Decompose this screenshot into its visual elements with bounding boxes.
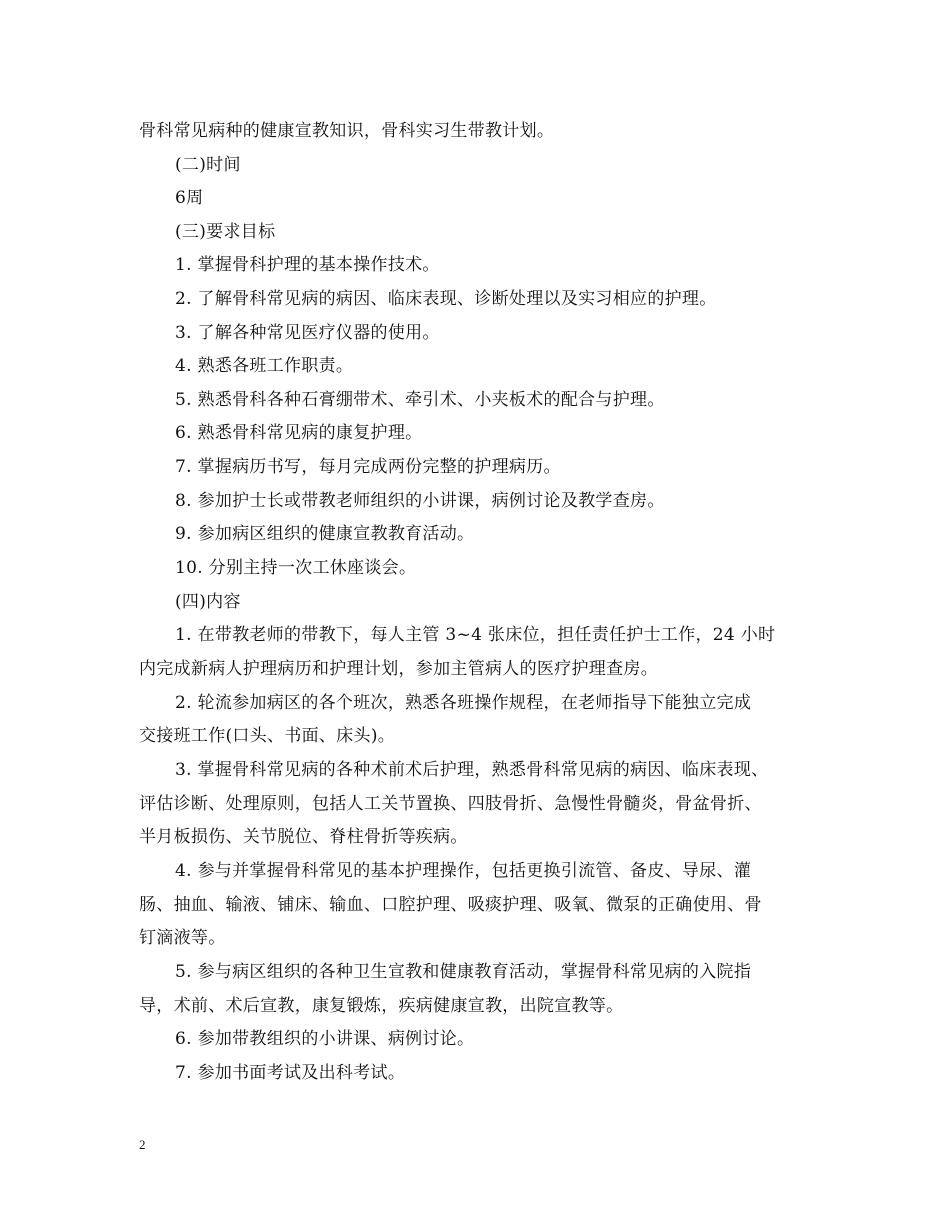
- list-item: 3. 掌握骨科常见病的各种术前术后护理，熟悉骨科常见病的病因、临床表现、: [175, 760, 769, 780]
- list-item: 1. 掌握骨科护理的基本操作技术。: [175, 255, 440, 275]
- section-heading-content: (四)内容: [175, 592, 241, 612]
- text-line: 内完成新病人护理病历和护理计划，参加主管病人的医疗护理查房。: [139, 659, 658, 679]
- text-line: 评估诊断、处理原则，包括人工关节置换、四肢骨折、急慢性骨髓炎，骨盆骨折、: [139, 794, 762, 814]
- list-item: 1. 在带教老师的带教下，每人主管 3~4 张床位，担任责任护士工作，24 小时: [175, 625, 776, 645]
- text-line: 肠、抽血、输液、铺床、输血、口腔护理、吸痰护理、吸氧、微泵的正确使用、骨: [139, 895, 762, 915]
- list-item: 2. 了解骨科常见病的病因、临床表现、诊断处理以及实习相应的护理。: [175, 289, 717, 309]
- page-number: 2: [139, 1137, 146, 1152]
- list-item: 6. 熟悉骨科常见病的康复护理。: [175, 423, 423, 443]
- text-line: 钉滴液等。: [139, 928, 226, 948]
- list-item: 5. 熟悉骨科各种石膏绷带术、牵引术、小夹板术的配合与护理。: [175, 390, 665, 410]
- list-item: 2. 轮流参加病区的各个班次，熟悉各班操作规程，在老师指导下能独立完成: [175, 693, 752, 713]
- list-item: 6. 参加带教组织的小讲课、病例讨论。: [175, 1029, 475, 1049]
- list-item: 4. 参与并掌握骨科常见的基本护理操作，包括更换引流管、备皮、导尿、灌: [175, 861, 752, 881]
- text-line: 6周: [175, 188, 204, 208]
- list-item: 9. 参加病区组织的健康宣教教育活动。: [175, 524, 475, 544]
- list-item: 4. 熟悉各班工作职责。: [175, 356, 354, 376]
- section-heading-goals: (三)要求目标: [175, 222, 276, 242]
- section-heading-time: (二)时间: [175, 155, 241, 175]
- text-line: 半月板损伤、关节脱位、脊柱骨折等疾病。: [139, 827, 468, 847]
- text-line: 骨科常见病种的健康宣教知识，骨科实习生带教计划。: [139, 121, 555, 141]
- list-item: 3. 了解各种常见医疗仪器的使用。: [175, 323, 440, 343]
- list-item: 8. 参加护士长或带教老师组织的小讲课，病例讨论及教学查房。: [175, 491, 665, 511]
- list-item: 5. 参与病区组织的各种卫生宣教和健康教育活动，掌握骨科常见病的入院指: [175, 962, 752, 982]
- list-item: 10. 分别主持一次工休座谈会。: [175, 558, 417, 578]
- text-line: 导，术前、术后宣教，康复锻炼，疾病健康宣教，出院宣教等。: [139, 996, 624, 1016]
- list-item: 7. 参加书面考试及出科考试。: [175, 1063, 406, 1083]
- list-item: 7. 掌握病历书写，每月完成两份完整的护理病历。: [175, 457, 561, 477]
- text-line: 交接班工作(口头、书面、床头)。: [139, 726, 396, 746]
